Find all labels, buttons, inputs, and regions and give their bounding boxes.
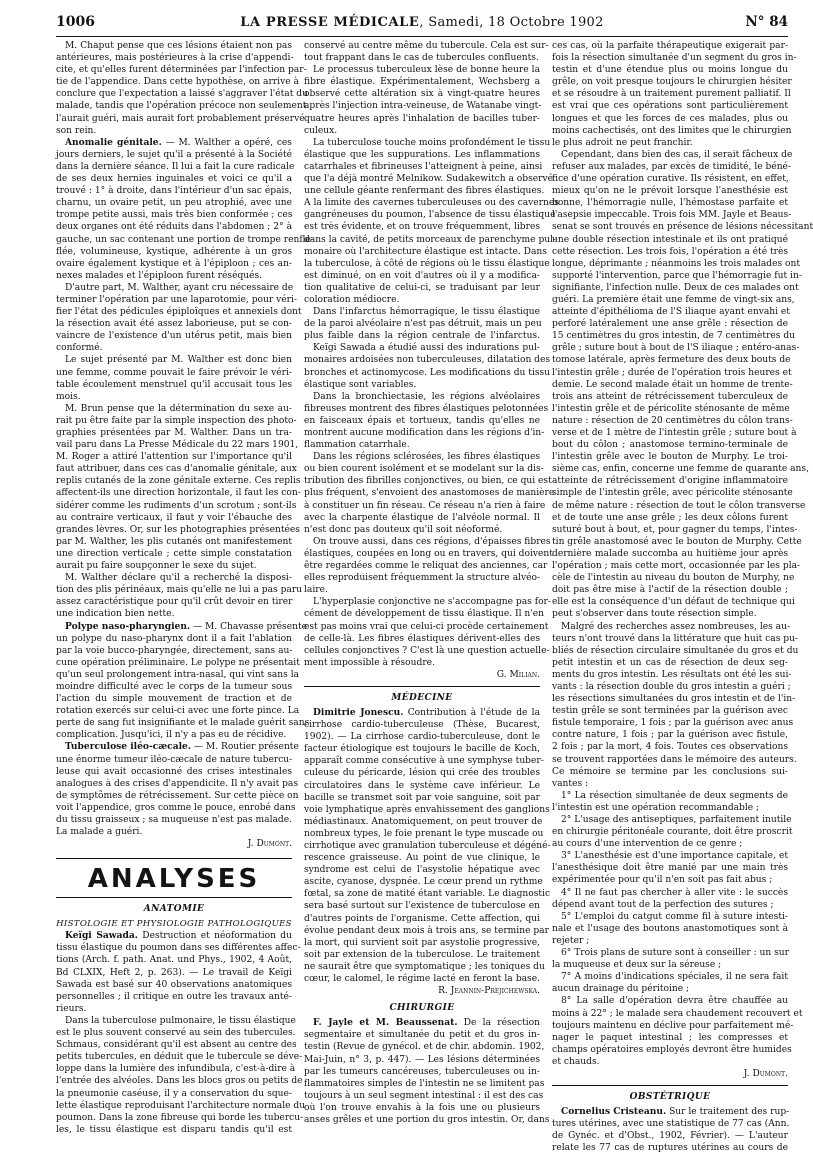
text-line: simple de l'intestin grêle, avec péricolite sténosante xyxy=(552,488,793,499)
text-line: 1° La résection simultanée de deux segments de xyxy=(561,790,788,801)
text-line: testin et d'une étendue plus ou moins longue du xyxy=(552,65,788,76)
text-line: suturé bout à bout, et, pour gagner du temps, l'intes- xyxy=(552,524,798,535)
text-line: le plus adroit ne peut franchir. xyxy=(552,137,693,148)
text-line: avec la charpente élastique de l'alvéole normal. Il xyxy=(304,512,540,523)
text-line: est très évidente, et on trouve fréquemment, libres xyxy=(304,222,540,233)
text-line: Malgré des recherches assez nombreuses, les au- xyxy=(561,621,791,632)
text-line: atteinte d'épithélioma de l'S iliaque ayant envahi et xyxy=(552,307,790,318)
text-line: fœtal, sa zone de matité étant variable. Le diagnostic xyxy=(304,889,551,900)
text-line: nale et l'usage des boutons anastomotiques sont à xyxy=(552,923,788,934)
text-line: 1902). — La cirrhose cardio-tuberculeuse, dont le xyxy=(304,732,540,743)
text-line: voie lymphatique après envahissement des ganglions xyxy=(304,804,550,815)
text-line: anses grêles et une portion du gros intestin. Or, dans xyxy=(304,1114,550,1125)
text-line: rejeter ; xyxy=(552,935,590,946)
text-line xyxy=(304,707,540,719)
text-line: M. Chaput pense que ces lésions étaient non pas xyxy=(65,41,292,51)
text-line: voit l'appendice, gros comme le pouce, enrobé dans xyxy=(56,802,296,813)
text-line: l'aurait guéri, mais aurait fort probablement préservé xyxy=(56,113,305,124)
text-line: toujours à un seul segment intestinal : il est des cas xyxy=(304,1090,544,1101)
run-in-heading: Polype naso-pharyngien. xyxy=(65,620,191,632)
text-line: n'est donc pas douteux qu'il soit néoformé. xyxy=(304,524,503,535)
text-line: élastique que les suppurations. Les inflammations xyxy=(304,149,540,160)
text-line: Dans la bronchiectasie, les régions alvéolaires xyxy=(313,391,540,402)
text-line: moins cachectisés, ont des limites que le chirurgien xyxy=(552,125,792,136)
text-line: la muqueuse et deux sur la séreuse ; xyxy=(552,960,722,971)
text-line: conformé. xyxy=(56,343,103,354)
text-line: monaires ardoisées non tuberculeuses, dilatation des xyxy=(304,355,551,366)
text-line: la tuberculose, à côté de régions où le tissu élastique xyxy=(304,258,550,269)
text-line: au contraire verticaux, il faut y voir l'ébauche des xyxy=(56,512,292,523)
text-line: D'autre part, M. Walther, ayant cru nécessaire de xyxy=(65,282,294,293)
text-line: affectent-ils une direction horizontale, il faut les con- xyxy=(56,488,301,499)
text-line: contre nature, 1 fois ; par la guérison avec fistule, xyxy=(552,730,788,741)
text-line: ment impossible à résoudre. xyxy=(304,657,435,668)
text-line: 5° L'emploi du catgut comme fil à suture intesti- xyxy=(561,911,788,922)
text-line: jours derniers, le sujet qu'il a présenté à la Société xyxy=(56,149,292,160)
text-line: perforé latéralement une anse grêle : résection de xyxy=(552,319,788,330)
text-line: tie de l'appendice. Dans cette hypothèse, on arrive à xyxy=(56,77,299,88)
text-line: relate les 77 cas de ruptures utérines au cours de xyxy=(552,1143,788,1154)
text-line: rieurs. xyxy=(56,1003,87,1014)
text-line: est vrai que ces opérations sont particulièrement xyxy=(552,101,788,112)
text-line: vants : la résection double du gros intestin a guéri ; xyxy=(552,681,791,692)
author-signature: J. Dumont. xyxy=(247,839,292,850)
text-line: l'intestin grêle et de péricolite sténosante de même xyxy=(552,403,790,414)
text-line: 3° L'anesthésie est d'une importance capitale, et xyxy=(561,851,788,862)
text-line xyxy=(304,1017,540,1029)
text-line: nature : résection de 20 centimètres du côlon trans- xyxy=(552,415,793,426)
text-line: tissu élastique du poumon dans ses différentes affec- xyxy=(56,943,301,954)
text-line: longues et que les forces de ces malades, plus ou xyxy=(552,113,788,124)
text-line: soit par extension de la tuberculose. Le traitement xyxy=(304,949,540,960)
run-in-heading: Cornelius Cristeanu. xyxy=(561,1106,667,1118)
text-line: bacille se transmet soit par voie sanguine, soit par xyxy=(304,792,540,803)
text-line: en chirurgie péritonéale courante, doit être proscrit xyxy=(552,827,793,838)
text-line: montrent aucune modification dans les régions d'in- xyxy=(304,428,545,438)
text-line: charnu, un ovaire petit, un peu atrophié, avec une xyxy=(56,198,292,209)
text-line: tions (Arch. f. path. Anat. und Phys., 1902, 4 Août, xyxy=(56,955,292,966)
text-line: les, le tissu élastique est disparu tandis qu'il est xyxy=(56,1124,292,1135)
text-line: est diminué, on en voit d'autres où il y a modifica- xyxy=(304,270,540,281)
text-line: teurs n'ont trouvé dans la littérature que huit cas pu- xyxy=(552,633,798,644)
text-line: observé cette altération six à vingt-quatre heures xyxy=(304,89,540,100)
text-line: en faisceaux épais et tortueux, tandis qu'elles ne xyxy=(304,415,540,426)
text-line: dans la dernière séance. Il lui a fait la cure radicale xyxy=(56,161,295,172)
run-in-heading: Anomalie génitale. xyxy=(65,136,162,148)
text-line: guéri. La première était une femme de vingt-six ans, xyxy=(552,294,795,305)
text-line: elle est la conséquence d'un défaut de technique qui xyxy=(552,597,795,608)
text-line: cite, et qu'elles furent déterminées par l'infection par- xyxy=(56,65,307,76)
text-line: dépend avant tout de la perfection des sutures ; xyxy=(552,899,774,910)
text-line: et se résoudre à un traitement purement palliatif. Il xyxy=(552,89,791,100)
text-line: l'asepsie impeccable. Trois fois MM. Jayle et Beaus- xyxy=(552,210,792,221)
text-line: coloration médiocre. xyxy=(304,294,400,305)
text-line: grandes lèvres. Or, sur les photographies présentées xyxy=(56,524,300,535)
text-line: poumon. Dans la zone fibreuse qui borde les tubercu- xyxy=(56,1112,304,1123)
text-line: atteinte de rétrécissement d'origine inflammatoire xyxy=(552,476,788,487)
text-line xyxy=(552,1106,788,1118)
line-text: — M. Walther a opéré, ces xyxy=(165,137,292,148)
text-line: deux organes ont été réduits dans l'abdomen ; 2° à xyxy=(56,222,292,233)
section-heading: OBSTÉTRIQUE xyxy=(629,1092,711,1103)
text-line: L'hyperplasie conjonctive ne s'accompagne pas for- xyxy=(313,597,551,608)
text-line: de symptômes de rétrécissement. Sur cette pièce on xyxy=(56,790,299,801)
text-line: nexes malades et l'épiploon furent réséqués. xyxy=(56,270,263,281)
text-line: rescence graisseuse. Au point de vue clinique, le xyxy=(304,853,540,864)
text-line: où l'on trouve envahis à la fois une ou plusieurs xyxy=(304,1102,540,1113)
text-line: évolue pendant deux mois à trois ans, se termine par xyxy=(304,925,549,936)
text-line: terminer l'opération par une laparotomie, pour véri- xyxy=(56,294,297,305)
text-line: une énorme tumeur iléo-cæcale de nature tubercu- xyxy=(56,754,293,765)
text-line: dans la cavité, de petits morceaux de parenchyme pul- xyxy=(304,234,557,245)
text-line: la mort, qui survient soit par asystolie progressive, xyxy=(304,937,540,948)
section-divider xyxy=(304,686,540,687)
text-line: élastiques, coupées en long ou en travers, qui doivent xyxy=(304,548,553,559)
text-line: est le plus souvent conservé au sein des tubercules. xyxy=(56,1028,296,1039)
text-line: d'autres points de l'organisme. Cette affection, qui xyxy=(304,913,540,924)
text-line: tout frappant dans le cas de tubercules confluents. xyxy=(304,53,539,64)
text-line: élastique sont variables. xyxy=(304,379,417,390)
text-line: de même nature : résection de tout le côlon transverse xyxy=(552,500,806,511)
text-line: la pneumonie caséuse, il y a conservation du sque- xyxy=(56,1088,292,1099)
text-line: cirrhotique avec granulation tuberculeuse et dégéné- xyxy=(304,841,551,851)
text-line: Schmaus, considérant qu'il est absent au centre des xyxy=(56,1040,297,1051)
text-line: segmentaire et simultanée du petit et du gros in- xyxy=(304,1030,540,1041)
text-line: fice d'une opération curative. Ils résistent, en effet, xyxy=(552,174,789,185)
text-line: ne saurait être que symptomatique ; les toniques du xyxy=(304,961,545,972)
text-line: l'entrée des alvéoles. Dans les blocs gros ou petits de xyxy=(56,1076,303,1087)
text-line: la résection avait été assez laborieuse, put se con- xyxy=(56,319,292,330)
text-line: table écoulement menstruel qu'il accusait tous les xyxy=(56,379,292,390)
text-line: elles reproduisent fréquemment la structure alvéo- xyxy=(304,573,541,584)
text-line: fibre élastique. Expérimentalement, Wechsberg a xyxy=(304,77,540,88)
text-line: cellules conjonctives ? C'est là une question actuelle- xyxy=(304,645,550,656)
text-line: 8° La salle d'opération devra être chauffée au xyxy=(561,996,788,1007)
line-text: Destruction et néoformation du xyxy=(142,931,292,942)
page-number: 1006 xyxy=(56,14,95,30)
text-line: antérieures, mais postérieures à la crise d'appendi- xyxy=(56,53,294,64)
text-line: graphies présentées par M. Walther. Dans un tra- xyxy=(56,428,292,438)
text-line: M. Roger a attiré l'attention sur l'importance qu'il xyxy=(56,452,292,463)
text-line: plus faible dans la région centrale de l'infarctus. xyxy=(304,331,540,342)
text-line: vail paru dans La Presse Médicale du 22 mars 1901, xyxy=(56,440,299,451)
text-line: les résections simultanées du gros intestin et de l'in- xyxy=(552,694,796,705)
text-line: et chauds. xyxy=(552,1056,600,1067)
text-line: monaire où l'architecture élastique est intacte. Dans xyxy=(304,246,547,257)
text-line: grêle ; suture bout à bout de l'S iliaque ; entéro-anas- xyxy=(552,343,800,354)
text-line: est pas moins vrai que celui-ci procède certainement xyxy=(304,621,549,632)
text-line: faut attribuer, dans ces cas d'anomalie génitale, aux xyxy=(56,464,297,475)
text-line: une double résection intestinale et ils ont pratiqué xyxy=(552,234,788,245)
column-left xyxy=(56,40,314,1135)
text-line: bonne, l'hémorragie nulle, l'hémostase parfaite et xyxy=(552,198,788,209)
text-line: M. Brun pense que la détermination du sexe au- xyxy=(65,403,292,414)
text-line: 2 fois ; par la mort, 4 fois. Toutes ces observations xyxy=(552,742,788,753)
text-line: apparaît comme consécutive à une symphyse tuber- xyxy=(304,756,544,767)
text-line: lette élastique reproduisant l'architecture normale du xyxy=(56,1100,306,1111)
text-line: qu'un seul prolongement intra-nasal, qui vint sans la xyxy=(56,669,300,680)
text-line xyxy=(56,137,292,149)
text-line: cune opération préliminaire. Le polype ne présentait xyxy=(56,657,300,668)
text-line: refuser aux malades, par excès de timidité, le béné- xyxy=(552,161,792,172)
text-line: petit intestin et un cas de résection de deux seg- xyxy=(552,657,788,668)
text-line: Mai-Juin, n° 3, p. 447). — Les lésions déterminées xyxy=(304,1054,540,1065)
text-line: par les tumeurs cancéreuses, tuberculeuses ou in- xyxy=(304,1066,540,1077)
text-line: assez caractéristique pour qu'il crût devoir en tirer xyxy=(56,597,293,608)
text-line: un polype du naso-pharynx dont il a fait l'ablation xyxy=(56,633,292,644)
text-line: circulatoires dans le système cave inférieur. Le xyxy=(304,780,540,791)
text-line: laire. xyxy=(304,585,328,596)
text-line: être regardées comme le reliquat des anciennes, car xyxy=(304,561,548,572)
text-line: conclure que l'expectation a laissé s'aggraver l'état du xyxy=(56,89,308,100)
text-line: nager le paquet intestinal ; les compresses et xyxy=(552,1032,788,1043)
text-line: une direction verticale ; cette simple constatation xyxy=(56,548,292,559)
text-line: Bd CLXIX, Heft 2, p. 263). — Le travail de Keïgi xyxy=(56,967,292,978)
text-line: Sawada est basé sur 40 observations anatomiques xyxy=(56,979,292,990)
text-line: aucun drainage du péritoine ; xyxy=(552,984,690,995)
line-text: Sur le traitement des rup- xyxy=(669,1107,790,1118)
text-line: nombreux types, le foie prenant le type muscade ou xyxy=(304,828,544,839)
text-line: tribution des fibrilles conjonctives, ou bien, ce qui est xyxy=(304,476,552,487)
text-line: ou bien courent isolément et se modelant sur la dis- xyxy=(304,464,544,475)
text-line: gauche, un sac contenant une portion de trompe renfle- xyxy=(56,234,314,245)
text-line: trompe petite aussi, mais très bien conformée ; ces xyxy=(56,210,293,221)
text-line: fois la résection simultanée d'un segment du gros in- xyxy=(552,53,797,64)
text-line: trois ans atteint de rétrécissement tuberculeux de xyxy=(552,391,788,402)
text-line: On trouve aussi, dans ces régions, d'épaisses fibres xyxy=(313,536,551,547)
text-line: à constituer un fin réseau. Ce réseau n'a rien à faire xyxy=(304,500,546,511)
text-line: et de toute une anse grêle ; les deux côlons furent xyxy=(552,512,788,523)
text-line: l'anesthésique doit être manié par une main très xyxy=(552,863,788,874)
line-text: De la résection xyxy=(463,1018,540,1029)
text-line: petits tubercules, en déduit que le tubercule se déve- xyxy=(56,1052,303,1063)
text-line: bout du côlon ; anastomose termino-terminale de xyxy=(552,440,788,451)
running-header xyxy=(56,10,788,37)
text-line: trouvé : 1° à droite, dans l'intérieur d'un sac épais, xyxy=(56,186,292,197)
text-line: flammation catarrhale. xyxy=(304,440,410,451)
text-line: tion qualitative de celui-ci, se traduisant par leur xyxy=(304,282,540,293)
text-line: bronches et actinomycose. Les modifications du tissu xyxy=(304,367,551,378)
text-line: conservé au centre même du tubercule. Cela est sur- xyxy=(304,41,549,51)
text-line: 7° A moins d'indications spéciales, il ne sera fait xyxy=(561,972,788,983)
text-line: ces cas, où la parfaite thérapeutique exigerait par- xyxy=(552,41,788,51)
text-line: moindre difficulté avec le corps de la tumeur sous xyxy=(56,681,292,692)
text-line: Keïgi Sawada a étudié aussi des indurations pul- xyxy=(313,343,540,354)
line-text: Contribution à l'étude de la xyxy=(407,707,541,718)
text-line: 4° Il ne faut pas chercher à aller vite : le succès xyxy=(561,887,788,898)
text-line: rotation exercés sur celui-ci avec une forte pince. La xyxy=(56,706,300,717)
text-line: cette résection. Les trois fois, l'opération a été très xyxy=(552,246,789,257)
text-line: Ce mémoire se termine par les conclusions sui- xyxy=(552,766,788,777)
run-in-heading: Keïgi Sawada. xyxy=(65,930,138,942)
text-line: tures utérines, avec une statistique de 77 cas (Ann. xyxy=(552,1119,790,1130)
subsection-heading: HISTOLOGIE ET PHYSIOLOGIE PATHOLOGIQUES xyxy=(56,919,292,930)
line-text: — M. Chavasse présente xyxy=(193,621,307,632)
text-line: doit pas être mise à l'actif de la résection double ; xyxy=(552,585,788,596)
run-in-heading: Dimitrie Jonescu. xyxy=(313,706,404,718)
text-line: toujours maintenu en déclive pour parfaitement mé- xyxy=(552,1020,794,1031)
text-line: quatre heures après l'inhalation de bacilles tuber- xyxy=(304,113,540,124)
section-banner: ANALYSES xyxy=(56,858,292,898)
text-line: sidérer comme les rudiments d'un scrotum ; sont-ils xyxy=(56,500,297,511)
text-line: perte de sang fut insignifiante et le malade guérit sans xyxy=(56,718,310,729)
text-line xyxy=(56,620,307,633)
text-line: tion des plis périnéaux, mais qu'elle ne lui a pas paru xyxy=(56,585,303,596)
text-line: malade, tandis que l'opération précoce non seulement xyxy=(56,101,307,112)
author-signature: R. Jeannin-Prejichewska. xyxy=(438,986,540,997)
text-line: rait pu être faite par la simple inspection des photo- xyxy=(56,415,297,426)
text-line: demie. Le second malade était un homme de trente- xyxy=(552,379,793,390)
text-line: de ses deux hernies inguinales et voici ce qu'il a xyxy=(56,174,292,185)
text-line: complication. Jusqu'ici, il n'y a pas eu de récidive. xyxy=(56,730,287,741)
text-line: facteur étiologique est toujours le bacille de Koch, xyxy=(304,744,540,755)
text-line: personnelles ; il critique en outre les travaux anté- xyxy=(56,991,292,1002)
text-line: 6° Trois plans de suture sont à conseiller : un sur xyxy=(561,948,789,959)
text-line: cèle de l'intestin au niveau du bouton de Murphy, ne xyxy=(552,573,795,584)
text-line: La malade a guéri. xyxy=(56,827,143,838)
text-line: que l'a déjà montré Melnikow. Sudakewitch a observé xyxy=(304,174,554,185)
text-line: moins à 22° ; le malade sera chaudement recouvert et xyxy=(552,1008,803,1019)
text-line: fibreuses montrent des fibres élastiques pelotonnées xyxy=(304,403,549,414)
text-line: vantes : xyxy=(552,778,589,789)
text-line: Le processus tuberculeux lèse de bonne heure la xyxy=(313,65,540,76)
text-line: vaincre de l'existence d'un utérus petit, mais bien xyxy=(56,331,292,342)
line-text: — M. Routier présente xyxy=(193,742,299,753)
text-line: testin grêle se sont terminées par la guérison avec xyxy=(552,706,788,717)
text-line: 15 centimètres du gros intestin, de 7 centimètres du xyxy=(552,331,796,342)
text-line: Le sujet présenté par M. Walther est donc bien xyxy=(65,355,292,366)
text-line: longue, déprimante ; néanmoins les trois malades ont xyxy=(552,258,800,269)
text-line: ascite, cyanose, dyspnée. Le cœur prend un rythme xyxy=(304,877,543,888)
text-line: loppe dans la lumière des infundibula, c'est-à-dire à xyxy=(56,1064,296,1075)
text-line: l'opération ; mais cette mort, occasionnée par les pla- xyxy=(552,561,801,572)
text-line: ovaire également kystique et à l'épiploon ; ces an- xyxy=(56,258,292,269)
text-line: testin (Revue de gynécol. et de chir. abdomin. 1902, xyxy=(304,1042,545,1053)
text-line: une cellule géante renfermant des fibres élastiques. xyxy=(304,186,545,197)
text-line: replis cutanés de la zone génitale externe. Ces replis xyxy=(56,476,301,487)
text-line: A la limite des cavernes tuberculeuses ou des cavernes xyxy=(304,198,559,209)
text-line: peut s'observer dans toute résection simple. xyxy=(552,609,757,620)
text-line: Dans la tuberculose pulmonaire, le tissu élastique xyxy=(65,1015,296,1026)
issue-number: N° 84 xyxy=(745,14,788,30)
text-line: au cours d'une intervention de ce genre ; xyxy=(552,839,743,850)
text-line: l'intestin grêle ; durée de l'opération trois heures et xyxy=(552,367,792,378)
text-line: Dans les régions sclérosées, les fibres élastiques xyxy=(313,452,540,463)
text-line: cirrhose cardio-tuberculeuse (Thèse, Bucarest, xyxy=(304,720,540,731)
text-line: cément de développement de tissu élastique. Il n'en xyxy=(304,609,545,620)
text-line: mieux qu'on ne le prévoit lorsque l'anesthésie est xyxy=(552,186,788,197)
section-heading: MÉDECINE xyxy=(391,692,453,703)
text-line: expérimentée pour qu'il n'en soit pas fait abus ; xyxy=(552,875,773,886)
text-line: catarrhales et fibrineuses l'atteignent à peine, ainsi xyxy=(304,161,543,172)
text-line: supporté l'intervention, parce que l'hémorragie fut in- xyxy=(552,270,802,281)
text-line: du tissu graisseux ; sa muqueuse n'est pas malade. xyxy=(56,815,292,825)
journal-title xyxy=(56,15,788,30)
author-signature: J. Dumont. xyxy=(743,1068,788,1079)
text-line: tomose latérale, après fermeture des deux bouts de xyxy=(552,355,791,366)
text-line: 2° L'usage des antiseptiques, parfaitement inutile xyxy=(561,815,792,825)
journal-name: LA PRESSE MÉDICALE xyxy=(240,15,420,30)
text-line: verse et de 1 mètre de l'intestin grêle ; suture bout à xyxy=(552,428,797,438)
text-line: leuse qui avait occasionné des crises intestinales xyxy=(56,766,292,777)
section-heading: CHIRURGIE xyxy=(389,1003,455,1014)
text-line: par M. Walther, les plis cutanés ont manifestement xyxy=(56,536,292,547)
text-line: Cependant, dans bien des cas, il serait fâcheux de xyxy=(561,149,793,160)
text-line: champs opératoires employés devront être humides xyxy=(552,1044,792,1055)
text-line: cœur, le calomel, le régime lacté en feront la base. xyxy=(304,974,540,985)
section-heading: ANATOMIE xyxy=(143,904,205,915)
text-line: fier l'état des pédicules épiploïques et annexiels dont xyxy=(56,307,302,318)
text-line: tin grêle anastomosé avec le bouton de Murphy. Cette xyxy=(552,536,802,547)
text-line: flée, volumineuse, kystique, adhérente à un gros xyxy=(56,246,292,257)
text-line: La tuberculose touche moins profondément le tissu xyxy=(313,137,551,148)
text-line: l'intestin est une opération recommandable ; xyxy=(552,802,760,813)
text-line: grêle, on voit presque toujours le chirurgien hésiter xyxy=(552,77,792,88)
author-signature: G. Milian. xyxy=(496,669,540,680)
text-line: de la paroi alvéolaire n'est pas détruit, mais un peu xyxy=(304,319,542,330)
text-line: sième cas, enfin, concerne une femme de quarante ans, xyxy=(552,464,809,475)
run-in-heading: F. Jayle et M. Beaussenat. xyxy=(313,1017,458,1029)
text-line: mois. xyxy=(56,391,81,402)
run-in-heading: Tuberculose iléo-cæcale. xyxy=(65,741,191,753)
text-line: senat se sont trouvés en présence de lésions nécessitant xyxy=(552,222,813,233)
text-line: gangréneuses du poumon, l'absence de tissu élastique xyxy=(304,210,556,221)
text-line: dernière malade succomba au huitième jour après xyxy=(552,548,788,559)
text-line xyxy=(56,930,292,942)
text-line xyxy=(56,741,299,753)
section-divider xyxy=(552,1085,788,1086)
text-line: l'action du simple mouvement de traction et de xyxy=(56,694,292,705)
text-line: analogues à des crises d'appendicite. Il n'y avait pas xyxy=(56,778,299,789)
text-line: plus fréquent, s'envoient des anastomoses de manière xyxy=(304,488,555,499)
text-line: ments du gros intestin. Les résultats ont été les sui- xyxy=(552,669,792,680)
text-line: son rein. xyxy=(56,125,97,136)
text-line: une indication bien nette. xyxy=(56,609,175,620)
text-line: syndrome est celui de l'asystolie hépatique avec xyxy=(304,865,540,876)
column-middle xyxy=(304,40,559,1125)
text-line: bliés de résection circulaire simultanée du gros et du xyxy=(552,645,799,656)
text-line: fistule temporaire, 1 fois ; par la guérison avec anus xyxy=(552,718,794,729)
text-line: M. Walther déclare qu'il a recherché la disposi- xyxy=(65,573,292,584)
text-line: médiastinaux. Anatomiquement, on peut trouver de xyxy=(304,816,543,827)
text-line: de Gynéc. et d'Obst., 1902, Février). — L'auteur xyxy=(552,1131,788,1142)
text-line: flammatoires simples de l'intestin ne se limitent pas xyxy=(304,1078,545,1089)
text-line: l'intestin grêle avec le bouton de Murphy. Le troi- xyxy=(552,452,788,463)
text-line: signifiante, l'infection nulle. Deux de ces malades ont xyxy=(552,282,799,293)
issue-date: , Samedi, 18 Octobre 1902 xyxy=(419,15,604,30)
text-line: de celle-là. Les fibres élastiques dérivent-elles des xyxy=(304,633,540,644)
text-line: après l'injection intra-veineuse, de Watanabe vingt- xyxy=(304,101,542,112)
text-line: une femme, comme pouvait le faire prévoir le véri- xyxy=(56,367,292,378)
text-line: se trouvent rapportées dans le mémoire des auteurs. xyxy=(552,754,797,765)
text-line: Dans l'infarctus hémorragique, le tissu élastique xyxy=(313,307,540,318)
text-line: culeux. xyxy=(304,125,338,136)
text-line: culeuse du péricarde, lésion qui crée des troubles xyxy=(304,768,540,779)
column-right xyxy=(552,40,813,1154)
text-line: aurait pu faire soupçonner le sexe du sujet. xyxy=(56,561,257,572)
text-line: par la voie bucco-pharyngée, directement, sans au- xyxy=(56,645,293,656)
text-line: sera basé surtout sur l'existence de tuberculose en xyxy=(304,901,540,912)
